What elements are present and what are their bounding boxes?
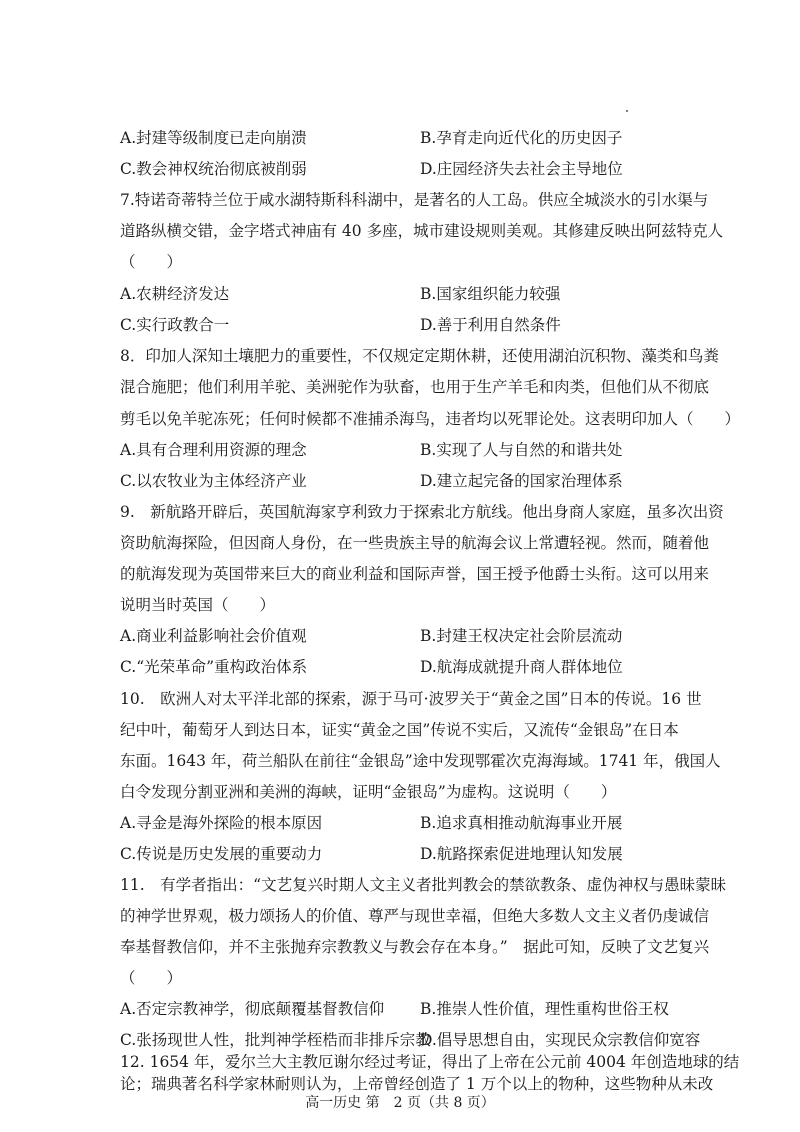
q10-options-row-1 (0, 810, 800, 836)
q10-option-a[interactable]: A.寻金是海外探险的根本原因 (120, 814, 323, 832)
q9-option-a[interactable]: A.商业利益影响社会价值观 (120, 627, 307, 645)
q11-option-b[interactable]: B.推崇人性价值，理性重构世俗王权 (420, 1000, 669, 1018)
q11-stem-line-1: 11. 有学者指出：“文艺复兴时期人文主义者批判教会的禁欲教条、虚伪神权与愚昧蒙昧 (120, 876, 727, 894)
q8-option-b[interactable]: B.实现了人与自然的和谐共处 (420, 441, 623, 459)
q7-answer-bracket: （ ） (120, 253, 183, 271)
q10-stem-line-4: 白令发现分割亚洲和美洲的海峡，证明“金银岛”为虚构。这说明（ ） (120, 783, 617, 801)
q9-option-d[interactable]: D.航海成就提升商人群体地位 (420, 658, 623, 676)
q7-options-row-2 (0, 312, 800, 338)
q11-option-d[interactable]: D.倡导思想自由，实现民众宗教信仰宽容 (420, 1031, 701, 1049)
q8-stem-line-2: 混合施肥；他们利用羊驼、美洲驼作为驮畜，也用于生产羊毛和肉类，但他们从不彻底 (120, 378, 710, 396)
q7-stem-line-2: 道路纵横交错，金字塔式神庙有 40 多座，城市建设规则美观。其修建反映出阿兹特克人 (120, 222, 724, 240)
q9-options-row-1 (0, 623, 800, 649)
q9-option-b[interactable]: B.封建王权决定社会阶层流动 (420, 627, 623, 645)
q7-option-b[interactable]: B.国家组织能力较强 (420, 285, 561, 303)
q10-option-c[interactable]: C.传说是历史发展的重要动力 (120, 845, 323, 863)
q11-stem-line-3: 奉基督教信仰，并不主张抛弃宗教教义与教会存在本身。” 据此可知，反映了文艺复兴 (120, 938, 710, 956)
q9-stem-line-2: 资助航海探险，但因商人身份，在一些贵族主导的航海会议上常遭轻视。然而，随着他 (120, 534, 710, 552)
q10-stem-line-2: 纪中叶，葡萄牙人到达日本，证实“黄金之国”传说不实后，又流传“金银岛”在日本 (120, 721, 679, 739)
q7-stem-line-1: 7.特诺奇蒂特兰位于咸水湖特斯科科湖中，是著名的人工岛。供应全城淡水的引水渠与 (120, 191, 709, 209)
q10-options-row-2 (0, 841, 800, 867)
q9-stem-line-4: 说明当时英国（ ） (120, 596, 276, 614)
q9-stem-line-3: 的航海发现为英国带来巨大的商业利益和国际声誉，国王授予他爵士头衔。这可以用来 (120, 565, 710, 583)
q11-stem-line-2: 的神学世界观，极力颂扬人的价值、尊严与现世幸福，但绝大多数人文主义者仍虔诚信 (120, 907, 710, 925)
q7-options-row-1 (0, 281, 800, 307)
q9-stem-line-1: 9. 新航路开辟后，英国航海家亨利致力于探索北方航线。他出身商人家庭，虽多次出资 (120, 503, 724, 521)
q8-stem-line-1: 8．印加人深知土壤肥力的重要性，不仅规定定期休耕，还使用湖泊沉积物、藻类和鸟粪 (120, 347, 719, 365)
q8-option-d[interactable]: D.建立起完备的国家治理体系 (420, 472, 623, 490)
q7-option-d[interactable]: D.善于利用自然条件 (420, 316, 561, 334)
q6-option-a[interactable]: A.封建等级制度已走向崩溃 (120, 129, 307, 147)
q8-options-row-2 (0, 468, 800, 494)
q8-options-row-1 (0, 437, 800, 463)
q7-option-c[interactable]: C.实行政教合一 (120, 316, 230, 334)
q6-options-row-1 (0, 125, 800, 151)
q8-option-a[interactable]: A.具有合理利用资源的理念 (120, 441, 307, 459)
page-footer: 高一历史 第 2 页（共 8 页） (305, 1095, 495, 1111)
q11-option-a[interactable]: A.否定宗教神学，彻底颠覆基督教信仰 (120, 1000, 385, 1018)
q10-option-b[interactable]: B.追求真相推动航海事业开展 (420, 814, 623, 832)
q9-options-row-2 (0, 654, 800, 680)
q7-option-a[interactable]: A.农耕经济发达 (120, 285, 230, 303)
q10-stem-line-1: 10. 欧洲人对太平洋北部的探索，源于马可·波罗关于“黄金之国”日本的传说。16 世 (120, 690, 702, 708)
q6-option-b[interactable]: B.孕育走向近代化的历史因子 (420, 129, 623, 147)
q10-option-d[interactable]: D.航路探索促进地理认知发展 (420, 845, 623, 863)
q6-options-row-2 (0, 156, 800, 182)
q6-option-c[interactable]: C.教会神权统治彻底被削弱 (120, 160, 307, 178)
q11-option-c[interactable]: C.张扬现世人性，批判神学桎梏而非排斥宗教 (120, 1031, 431, 1049)
q11-answer-bracket: （ ） (120, 969, 183, 987)
q6-option-d[interactable]: D.庄园经济失去社会主导地位 (420, 160, 623, 178)
q10-stem-line-3: 东面。1643 年，荷兰船队在前往“金银岛”途中发现鄂霍次克海海域。1741 年，俄国人 (120, 752, 721, 770)
q9-option-c[interactable]: C.“光荣革命”重构政治体系 (120, 658, 308, 676)
scan-speck (626, 110, 628, 112)
q11-options-row-1 (0, 996, 800, 1022)
q8-stem-line-3: 剪毛以免羊驼冻死；任何时候都不准捕杀海鸟，违者均以死罪论处。这表明印加人（ ） (120, 410, 741, 428)
q8-option-c[interactable]: C.以农牧业为主体经济产业 (120, 472, 307, 490)
q12-stem-line-1: 12. 1654 年，爱尔兰大主教厄谢尔经过考证，得出了上帝在公元前 4004 年创造地球的结 (120, 1053, 740, 1071)
q12-stem-line-2: 论；瑞典著名科学家林耐则认为，上帝曾经创造了 1 万个以上的物种，这些物种从未改 (120, 1075, 714, 1093)
